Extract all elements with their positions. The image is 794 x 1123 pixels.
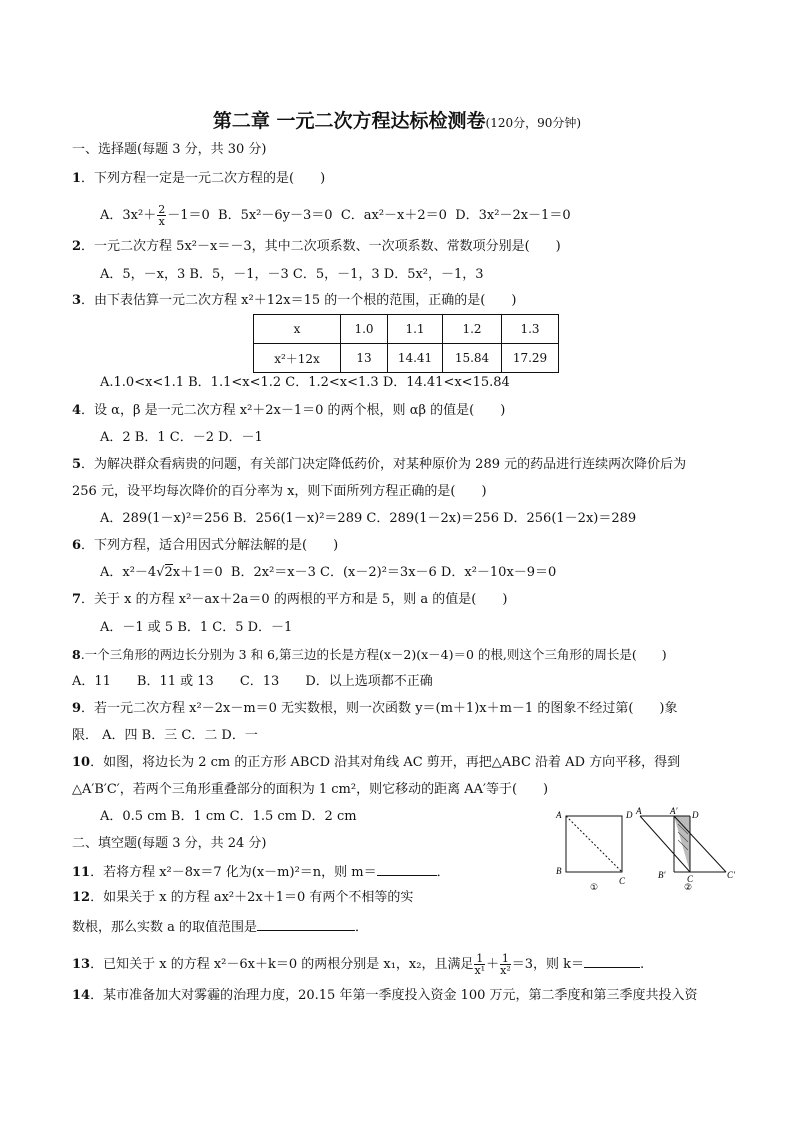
question-9-line2: 限． A．四 B．三 C．二 D．一 [72,728,258,743]
geometry-figure [550,806,740,896]
question-10: 10．如图，将边长为 2 cm 的正方形 ABCD 沿其对角线 AC 剪开，再把△ABC 沿着 AD 方向平移，得到 [72,755,681,770]
question-2: 2．一元二次方程 5x²－x＝－3，其中二次项系数、一次项系数、常数项分别是( ) [72,239,561,254]
caption-2: ② [684,883,693,893]
question-9: 9．若一元二次方程 x²－2x－m＝0 无实数根，则一次函数 y＝(m＋1)x＋m－1 的图象不经过第( )象 [72,701,678,716]
value-table [253,314,559,373]
section-choice-heading: 一、选择题(每题 3 分，共 30 分) [72,142,267,157]
question-5-line2: 256 元，设平均每次降价的百分率为 x，则下面所列方程正确的是( ) [72,484,487,499]
table-cell: 15.84 [443,344,502,373]
question-4: 4．设 α，β 是一元二次方程 x²＋2x－1＝0 的两个根，则 αβ 的值是( ) [72,403,506,418]
title-main: 第二章 一元二次方程达标检测卷 [212,110,486,132]
answer-blank[interactable] [257,917,355,931]
label-C: C [619,876,626,886]
question-10-line2: △A′B′C′，若两个三角形重叠部分的面积为 1 cm²，则它移动的距离 AA′等于( ) [72,782,549,797]
table-cell: 1.1 [388,315,443,344]
question-3-options: A.1.0<x<1.1 B．1.1<x<1.2 C．1.2<x<1.3 D．14.41<x<15.84 [100,375,510,390]
question-8-options: A．11 B．11 或 13 C．13 D．以上选项都不正确 [72,674,433,689]
label-B-prime: B′ [658,870,666,880]
table-row [254,344,559,373]
table-cell: 14.41 [388,344,443,373]
question-7: 7．关于 x 的方程 x²－ax＋2a＝0 的两根的平方和是 5，则 a 的值是( ) [72,592,508,607]
section-fill-heading: 二、填空题(每题 3 分，共 24 分) [72,836,267,851]
table-cell: 1.2 [443,315,502,344]
caption-1: ① [590,883,599,893]
question-1: 1．下列方程一定是一元二次方程的是( ) [72,171,326,186]
question-2-options: A．5，－x，3 B．5，－1，－3 C．5，－1，3 D．5x²，－1，3 [100,267,484,282]
question-14: 14．某市准备加大对雾霾的治理力度，20.15 年第一季度投入资金 100 万元，第二季度和第三季度共投入资 [72,988,698,1003]
question-11: 11．若将方程 x²－8x＝7 化为(x－m)²＝n，则 m＝ ． [72,862,450,882]
figure-2-translated [635,806,736,893]
answer-blank[interactable] [584,954,640,968]
title-sub: (120分，90分钟) [485,116,582,130]
page-title [0,106,794,133]
table-row [254,315,559,344]
table-cell: x [254,315,341,344]
question-7-options: A．－1 或 5 B．1 C．5 D．－1 [100,620,293,635]
label-C-prime: C′ [727,870,735,880]
question-5: 5．为解决群众看病贵的问题，有关部门决定降低药价，对某种原价为 289 元的药品进行连续两次降价后为 [72,457,687,472]
question-8: 8.一个三角形的两边长分别为 3 和 6,第三边的长是方程(x－2)(x－4)＝0 的根,则这个三角形的周长是( ) [72,647,667,662]
sqrt-symbol: √ [156,565,165,580]
label-A: A [556,810,562,820]
question-13: 13．已知关于 x 的方程 x²－6x＋k＝0 的两根分别是 x₁，x₂，且满足 $\frac{1}{\text{x¹}}$ ＋ $\frac{1}{\text{x²}}$ ＝3，则 k＝ . [72,952,645,977]
question-12-line2: 数根，那么实数 a 的取值范围是 ． [72,917,368,937]
fraction-1-over-x2: $\frac{1}{\text{x²}}$ [500,952,511,977]
question-10-options: A．0.5 cm B．1 cm C．1.5 cm D．2 cm [100,809,357,824]
label-A-prime: A′ [670,806,678,816]
question-6-options: A．x²－4√2x＋1＝0 B．2x²＝x－3 C．(x－2)²＝3x－6 D．x²－10x－9＝0 [100,565,557,580]
label-B: B [556,866,562,876]
table-cell: 13 [341,344,388,373]
table-cell: 1.0 [341,315,388,344]
question-5-options: A．289(1－x)²＝256 B．256(1－x)²＝289 C．289(1－2x)＝256 D．256(1－2x)＝289 [100,511,637,526]
label-D-2: D [692,810,699,820]
answer-blank[interactable] [377,862,437,876]
question-3: 3．由下表估算一元二次方程 x²＋12x＝15 的一个根的范围，正确的是( ) [72,293,517,308]
question-12: 12．如果关于 x 的方程 ax²＋2x＋1＝0 有两个不相等的实 [72,890,414,905]
fraction-2-over-x: $\frac{2}{x}$ [158,203,166,228]
table-cell: 17.29 [502,344,559,373]
fraction-1-over-x1: $\frac{1}{\text{x¹}}$ [474,952,486,977]
label-D: D [626,810,633,820]
label-C-2: C [687,874,694,884]
question-1-options: A．3x²＋ $\frac{2}{x}$ －1＝0 B．5x²－6y－3＝0 C．ax²－x＋2＝0 D．3x²－2x－1＝0 [100,203,571,228]
figure-1-square [555,810,633,893]
table-cell: 1.3 [502,315,559,344]
question-4-options: A．2 B．1 C．－2 D．－1 [100,430,263,445]
label-A-2: A [636,806,642,816]
question-6: 6．下列方程，适合用因式分解法解的是( ) [72,538,339,553]
table-cell: x²＋12x [254,344,341,373]
